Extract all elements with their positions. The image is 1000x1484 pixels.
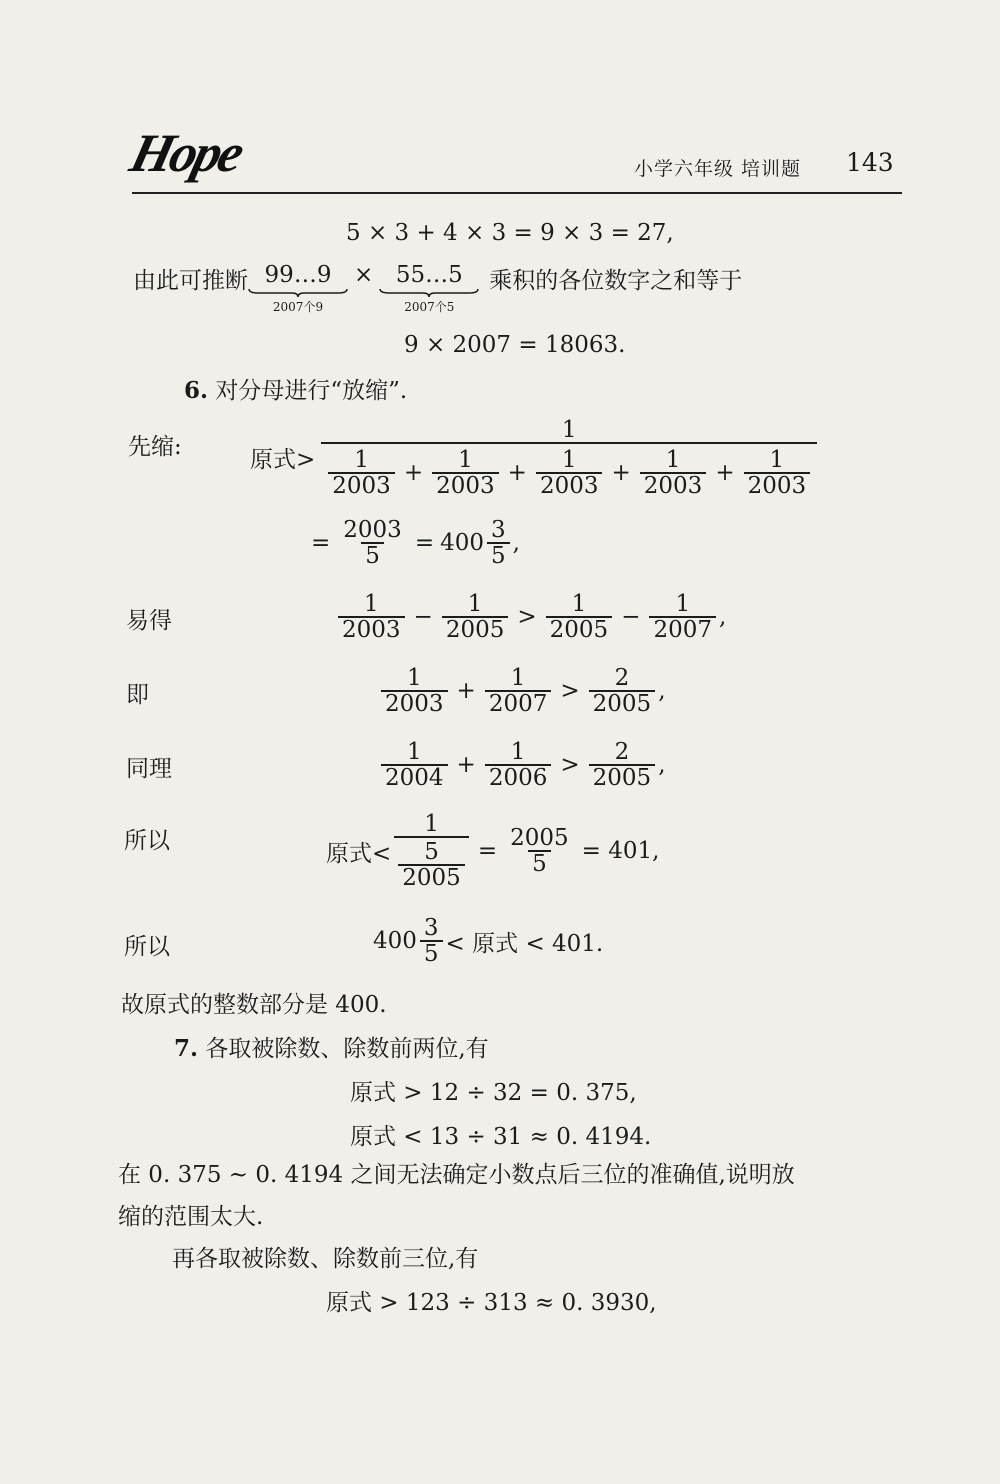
frac-num: 3 <box>491 517 506 543</box>
frac-den: 2003 <box>536 472 603 498</box>
inequality-tongli <box>378 740 666 790</box>
inference-suffix: 乘积的各位数字之和等于 <box>489 268 743 294</box>
frac-den: 2005 <box>589 764 656 790</box>
frac-den: 2003 <box>328 472 395 498</box>
frac-num: 1 <box>406 665 422 691</box>
big-numerator: 1 <box>561 417 577 443</box>
frac-num: 1 <box>510 739 526 765</box>
frac-num: 3 <box>423 915 439 941</box>
greater-sign: > <box>560 752 580 779</box>
equals-sign: = <box>477 838 498 865</box>
equation-2: 9 × 2007 = 18063. <box>404 332 626 358</box>
result-401: = 401, <box>581 838 660 865</box>
comma: , <box>658 752 666 779</box>
frac-den: 5 <box>487 542 510 568</box>
compound-denominator <box>394 836 469 890</box>
frac-den: 2004 <box>381 764 448 790</box>
equals-sign: = <box>414 530 435 557</box>
section-7-number: 7. <box>174 1035 199 1062</box>
frac-den: 5 <box>528 850 551 876</box>
frac-den: 2007 <box>649 616 716 642</box>
underbrace-fives <box>379 288 479 298</box>
minus-sign: − <box>621 604 641 631</box>
frac-num: 5 <box>424 839 439 866</box>
frac-den: 2006 <box>485 764 552 790</box>
conclusion-line: 故原式的整数部分是 400. <box>121 992 387 1018</box>
upper-bound-equation <box>326 812 665 890</box>
comma: , <box>658 678 666 705</box>
frac-den: 2003 <box>432 472 499 498</box>
times-sign: × <box>354 262 374 288</box>
comma: , <box>512 530 520 557</box>
frac-num: 1 <box>363 591 379 617</box>
plus-sign: + <box>456 752 476 779</box>
complex-fraction-lower-bound <box>250 418 820 498</box>
inference-line <box>133 262 742 315</box>
section-6-number: 6. <box>184 377 209 404</box>
page-number: 143 <box>846 148 894 177</box>
hope-logo: Hope <box>124 123 248 183</box>
frac-num: 1 <box>769 447 785 474</box>
frac-den: 2003 <box>744 472 811 498</box>
whole-part: 400 <box>440 530 485 557</box>
section-6-heading <box>184 372 407 405</box>
comma: , <box>719 604 727 631</box>
equation-1: 5 × 3 + 4 × 3 = 9 × 3 = 27, <box>346 220 674 246</box>
equation-7a: 原式 > 12 ÷ 32 = 0. 375, <box>350 1080 637 1106</box>
frac-den: 2007 <box>485 690 552 716</box>
frac-den: 2005 <box>398 864 465 890</box>
nines-count-label: 2007个9 <box>272 300 324 314</box>
frac-num: 1 <box>458 447 473 474</box>
label-xiansuo: 先缩: <box>128 434 182 460</box>
fives-group <box>379 262 479 315</box>
frac-num: 1 <box>510 665 526 691</box>
frac-den: 2003 <box>640 472 707 498</box>
frac-den: 2005 <box>442 616 509 642</box>
paragraph-line-3: 再各取被除数、除数前三位,有 <box>172 1246 479 1272</box>
greater-sign: > <box>560 678 580 705</box>
frac-num: 2005 <box>510 825 569 852</box>
yuanshi-greater: 原式> <box>250 446 316 473</box>
frac-num: 1 <box>665 447 681 474</box>
equals-sign: = <box>311 530 331 557</box>
section-7-text: 各取被除数、除数前两位,有 <box>205 1036 489 1062</box>
section-6-text: 对分母进行“放缩”. <box>215 378 408 404</box>
bound-inequality <box>373 916 603 966</box>
plus-sign: + <box>611 460 631 487</box>
frac-num: 2003 <box>343 517 402 543</box>
frac-den: 2005 <box>589 690 656 716</box>
underbrace-nines <box>248 288 348 298</box>
frac-num: 1 <box>467 591 483 617</box>
frac-den: 2003 <box>381 690 448 716</box>
frac-num: 1 <box>561 447 577 474</box>
frac-num: 1 <box>571 591 587 617</box>
minus-sign: − <box>413 604 433 631</box>
running-title: 小学六年级 培训题 <box>634 158 802 180</box>
paragraph-line-2: 缩的范围太大. <box>118 1204 264 1230</box>
plus-sign: + <box>403 460 424 487</box>
header-rule <box>132 192 902 194</box>
frac-den: 5 <box>361 542 384 568</box>
bound-tail: < 原式 < 401. <box>445 930 604 957</box>
equation-7c: 原式 > 123 ÷ 313 ≈ 0. 3930, <box>326 1290 657 1316</box>
label-suoyi-1: 所以 <box>124 828 170 854</box>
label-ji: 即 <box>126 682 149 708</box>
fives-number: 55…5 <box>395 262 463 288</box>
equation-7b: 原式 < 13 ÷ 31 ≈ 0. 4194. <box>350 1124 652 1150</box>
nines-group <box>248 262 348 315</box>
whole-part: 400 <box>373 928 417 955</box>
label-suoyi-2: 所以 <box>124 934 170 960</box>
big-fraction <box>321 418 817 498</box>
frac-den: 2003 <box>338 616 405 642</box>
big-denominator <box>321 442 817 498</box>
frac-num: 2 <box>614 739 630 765</box>
plus-sign: + <box>456 678 476 705</box>
yuanshi-less: 原式< <box>326 840 392 867</box>
compound-fraction <box>394 812 469 890</box>
frac-num: 1 <box>406 739 422 765</box>
frac-den: 2005 <box>546 616 613 642</box>
label-tongli: 同理 <box>126 756 172 782</box>
frac-num: 1 <box>354 447 369 474</box>
frac-num: 2 <box>614 665 630 691</box>
plus-sign: + <box>715 460 735 487</box>
inequality-ji <box>378 666 666 716</box>
inequality-yide <box>335 592 726 642</box>
frac-num: 1 <box>424 811 439 837</box>
plus-sign: + <box>507 460 527 487</box>
fives-count-label: 2007个5 <box>404 300 455 314</box>
inference-prefix: 由此可推断 <box>133 268 248 294</box>
frac-den: 5 <box>420 940 443 966</box>
greater-sign: > <box>517 604 537 631</box>
nines-number: 99…9 <box>264 262 332 288</box>
label-yide: 易得 <box>126 608 172 634</box>
frac-num: 1 <box>675 591 691 617</box>
equation-2003-over-5 <box>305 518 520 568</box>
paragraph-line-1: 在 0. 375 ~ 0. 4194 之间无法确定小数点后三位的准确值,说明放 <box>118 1162 795 1188</box>
section-7-heading <box>174 1030 489 1063</box>
